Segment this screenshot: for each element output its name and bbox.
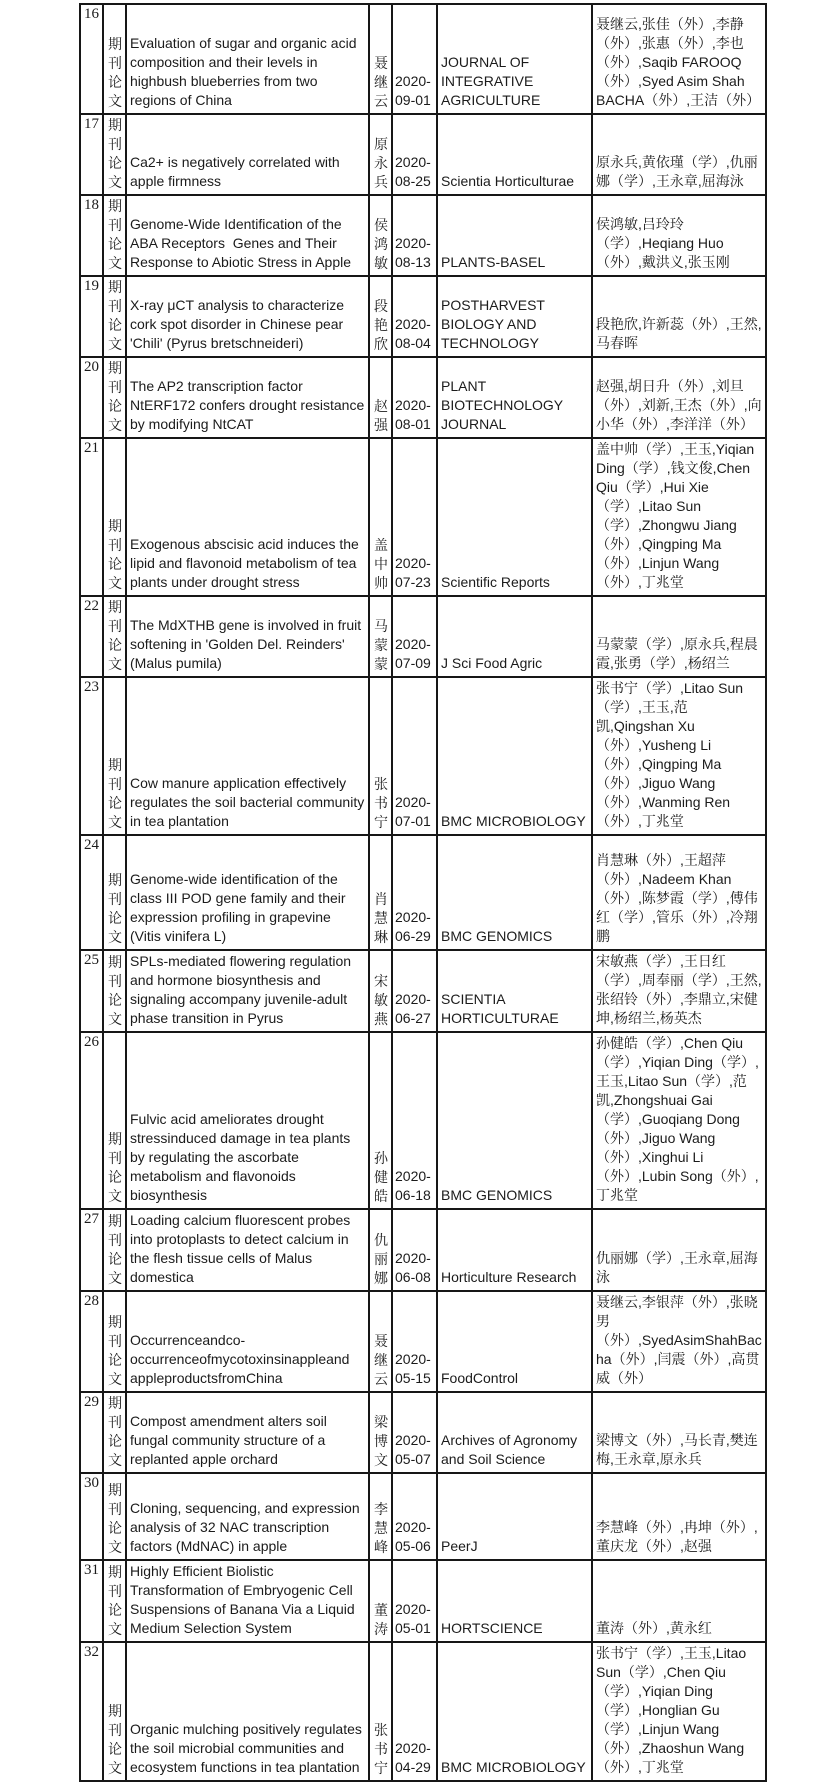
author-list-cell: 孙健皓（学）,Chen Qiu（学）,Yiqian Ding（学）,王玉,Litao Sun（学）,范凯,Zhongshuai Gai（学）,Guoqiang Dong（外）,Jiguo Wang（外）,Xinghui Li（外）,Lubin Song（外）,丁兆堂 xyxy=(592,1032,766,1209)
paper-title-cell: SPLs-mediated flowering regulation and hormone biosynthesis and signaling accompany juvenile-adult phase transition in Pyrus xyxy=(126,950,369,1032)
table-row xyxy=(80,1032,766,1209)
table-row xyxy=(80,357,766,438)
row-number-cell: 21 xyxy=(80,438,103,596)
publish-date-cell: 2020-06-18 xyxy=(392,1032,437,1209)
author-list-cell: 肖慧琳（外）,王超萍（外）,Nadeem Khan（外）,陈梦霞（学）,傅伟红（学）,管乐（外）,冷翔鹏 xyxy=(592,835,766,950)
row-number-cell: 23 xyxy=(80,677,103,835)
first-author-cell: 马蒙蒙 xyxy=(369,596,392,677)
paper-title-cell: Genome-wide identification of the class III POD gene family and their expression profiling in grapevine (Vitis vinifera L) xyxy=(126,835,369,950)
publish-date-cell: 2020-05-06 xyxy=(392,1473,437,1560)
author-list-cell: 董涛（外）,黄永红 xyxy=(592,1560,766,1642)
row-number-cell: 22 xyxy=(80,596,103,677)
author-list-cell: 梁博文（外）,马长青,樊连梅,王永章,原永兵 xyxy=(592,1392,766,1473)
first-author-cell: 梁博文 xyxy=(369,1392,392,1473)
table-row xyxy=(80,195,766,276)
journal-name-cell: JOURNAL OF INTEGRATIVE AGRICULTURE xyxy=(437,4,592,114)
row-number-cell: 16 xyxy=(80,4,103,114)
author-list-cell: 仇丽娜（学）,王永章,屈海泳 xyxy=(592,1209,766,1291)
table-body xyxy=(80,4,766,1781)
table-row xyxy=(80,1291,766,1392)
paper-title-cell: Highly Efficient Biolistic Transformation of Embryogenic Cell Suspensions of Banana Via a Liquid Medium Selection System xyxy=(126,1560,369,1642)
table-row xyxy=(80,1560,766,1642)
publish-date-cell: 2020-05-15 xyxy=(392,1291,437,1392)
publish-date-cell: 2020-06-08 xyxy=(392,1209,437,1291)
publish-date-cell: 2020-08-25 xyxy=(392,114,437,195)
publication-type-cell: 期刊论文 xyxy=(103,114,126,195)
row-number-cell: 24 xyxy=(80,835,103,950)
publish-date-cell: 2020-06-27 xyxy=(392,950,437,1032)
author-list-cell: 聂继云,李银萍（外）,张晓男（外）,SyedAsimShahBacha（外）,闫震（外）,高贯威（外） xyxy=(592,1291,766,1392)
publication-type-cell: 期刊论文 xyxy=(103,438,126,596)
paper-title-cell: Occurrenceandco-occurrenceofmycotoxinsinappleand appleproductsfromChina xyxy=(126,1291,369,1392)
publication-type-cell: 期刊论文 xyxy=(103,1392,126,1473)
publication-type-cell: 期刊论文 xyxy=(103,1209,126,1291)
row-number-cell: 25 xyxy=(80,950,103,1032)
row-number-cell: 17 xyxy=(80,114,103,195)
table-row xyxy=(80,596,766,677)
paper-title-cell: Cloning, sequencing, and expression analysis of 32 NAC transcription factors (MdNAC) in apple xyxy=(126,1473,369,1560)
row-number-cell: 18 xyxy=(80,195,103,276)
author-list-cell: 段艳欣,许新蕊（外）,王然,马春晖 xyxy=(592,276,766,357)
first-author-cell: 张书宁 xyxy=(369,1642,392,1781)
publish-date-cell: 2020-07-23 xyxy=(392,438,437,596)
paper-title-cell: Cow manure application effectively regulates the soil bacterial community in tea plantation xyxy=(126,677,369,835)
author-list-cell: 宋敏燕（学）,王日红（学）,周奉丽（学）,王然,张绍铃（外）,李鼎立,宋健坤,杨绍兰,杨英杰 xyxy=(592,950,766,1032)
first-author-cell: 段艳欣 xyxy=(369,276,392,357)
table-row xyxy=(80,1642,766,1781)
author-list-cell: 盖中帅（学）,王玉,Yiqian Ding（学）,钱文俊,Chen Qiu（学）,Hui Xie（学）,Litao Sun（学）,Zhongwu Jiang（外）,Qingping Ma（外）,Linjun Wang（外）,丁兆堂 xyxy=(592,438,766,596)
publish-date-cell: 2020-07-09 xyxy=(392,596,437,677)
author-list-cell: 聂继云,张佳（外）,李静（外）,张惠（外）,李也（外）,Saqib FAROOQ（外）,Syed Asim Shah BACHA（外）,王洁（外） xyxy=(592,4,766,114)
first-author-cell: 仇丽娜 xyxy=(369,1209,392,1291)
first-author-cell: 李慧峰 xyxy=(369,1473,392,1560)
first-author-cell: 侯鸿敏 xyxy=(369,195,392,276)
publication-type-cell: 期刊论文 xyxy=(103,950,126,1032)
table-row xyxy=(80,1473,766,1560)
table-row xyxy=(80,438,766,596)
table-row xyxy=(80,677,766,835)
publish-date-cell: 2020-09-01 xyxy=(392,4,437,114)
paper-title-cell: Ca2+ is negatively correlated with apple firmness xyxy=(126,114,369,195)
author-list-cell: 李慧峰（外）,冉坤（外）,董庆龙（外）,赵强 xyxy=(592,1473,766,1560)
journal-name-cell: BMC MICROBIOLOGY xyxy=(437,677,592,835)
author-list-cell: 张书宁（学）,王玉,Litao Sun（学）,Chen Qiu（学）,Yiqian Ding（学）,Honglian Gu（学）,Linjun Wang（外）,Zhaoshun Wang（外）,丁兆堂 xyxy=(592,1642,766,1781)
publish-date-cell: 2020-05-07 xyxy=(392,1392,437,1473)
publication-type-cell: 期刊论文 xyxy=(103,4,126,114)
paper-title-cell: X-ray μCT analysis to characterize cork spot disorder in Chinese pear 'Chili' (Pyrus bretschneideri) xyxy=(126,276,369,357)
paper-title-cell: The MdXTHB gene is involved in fruit softening in 'Golden Del. Reinders' (Malus pumila) xyxy=(126,596,369,677)
journal-name-cell: Archives of Agronomy and Soil Science xyxy=(437,1392,592,1473)
journal-name-cell: J Sci Food Agric xyxy=(437,596,592,677)
table-row xyxy=(80,1392,766,1473)
paper-title-cell: Organic mulching positively regulates the soil microbial communities and ecosystem functions in tea plantation xyxy=(126,1642,369,1781)
publish-date-cell: 2020-05-01 xyxy=(392,1560,437,1642)
publication-type-cell: 期刊论文 xyxy=(103,1560,126,1642)
publication-type-cell: 期刊论文 xyxy=(103,357,126,438)
row-number-cell: 19 xyxy=(80,276,103,357)
publish-date-cell: 2020-06-29 xyxy=(392,835,437,950)
first-author-cell: 孙健皓 xyxy=(369,1032,392,1209)
first-author-cell: 董涛 xyxy=(369,1560,392,1642)
journal-name-cell: BMC GENOMICS xyxy=(437,1032,592,1209)
journal-name-cell: PLANT BIOTECHNOLOGY JOURNAL xyxy=(437,357,592,438)
first-author-cell: 原永兵 xyxy=(369,114,392,195)
row-number-cell: 26 xyxy=(80,1032,103,1209)
row-number-cell: 31 xyxy=(80,1560,103,1642)
paper-title-cell: Genome-Wide Identification of the ABA Receptors Genes and Their Response to Abiotic Stress in Apple xyxy=(126,195,369,276)
author-list-cell: 张书宁（学）,Litao Sun（学）,王玉,范凯,Qingshan Xu（外）,Yusheng Li（外）,Qingping Ma（外）,Jiguo Wang（外）,Wanming Ren（外）,丁兆堂 xyxy=(592,677,766,835)
paper-title-cell: Loading calcium fluorescent probes into protoplasts to detect calcium in the flesh tissue cells of Malus domestica xyxy=(126,1209,369,1291)
publish-date-cell: 2020-04-29 xyxy=(392,1642,437,1781)
publication-type-cell: 期刊论文 xyxy=(103,1642,126,1781)
row-number-cell: 28 xyxy=(80,1291,103,1392)
row-number-cell: 27 xyxy=(80,1209,103,1291)
publication-type-cell: 期刊论文 xyxy=(103,596,126,677)
first-author-cell: 肖慧琳 xyxy=(369,835,392,950)
first-author-cell: 聂继云 xyxy=(369,4,392,114)
publish-date-cell: 2020-07-01 xyxy=(392,677,437,835)
publication-type-cell: 期刊论文 xyxy=(103,1473,126,1560)
first-author-cell: 张书宁 xyxy=(369,677,392,835)
publication-type-cell: 期刊论文 xyxy=(103,835,126,950)
publish-date-cell: 2020-08-01 xyxy=(392,357,437,438)
journal-name-cell: PLANTS-BASEL xyxy=(437,195,592,276)
journal-name-cell: FoodControl xyxy=(437,1291,592,1392)
publications-table xyxy=(79,3,767,1782)
paper-title-cell: Compost amendment alters soil fungal community structure of a replanted apple orchard xyxy=(126,1392,369,1473)
journal-name-cell: HORTSCIENCE xyxy=(437,1560,592,1642)
journal-name-cell: BMC MICROBIOLOGY xyxy=(437,1642,592,1781)
author-list-cell: 赵强,胡日升（外）,刘旦（外）,刘新,王杰（外）,向小华（外）,李洋洋（外） xyxy=(592,357,766,438)
row-number-cell: 20 xyxy=(80,357,103,438)
table-row xyxy=(80,114,766,195)
publication-type-cell: 期刊论文 xyxy=(103,677,126,835)
publication-type-cell: 期刊论文 xyxy=(103,1291,126,1392)
paper-title-cell: The AP2 transcription factor NtERF172 confers drought resistance by modifying NtCAT xyxy=(126,357,369,438)
journal-name-cell: PeerJ xyxy=(437,1473,592,1560)
table-row xyxy=(80,1209,766,1291)
first-author-cell: 赵强 xyxy=(369,357,392,438)
paper-title-cell: Exogenous abscisic acid induces the lipid and flavonoid metabolism of tea plants under drought stress xyxy=(126,438,369,596)
publication-type-cell: 期刊论文 xyxy=(103,195,126,276)
table-row xyxy=(80,276,766,357)
journal-name-cell: BMC GENOMICS xyxy=(437,835,592,950)
row-number-cell: 29 xyxy=(80,1392,103,1473)
paper-title-cell: Fulvic acid ameliorates drought stressinduced damage in tea plants by regulating the ascorbate metabolism and flavonoids biosynthesis xyxy=(126,1032,369,1209)
table-row xyxy=(80,835,766,950)
publication-type-cell: 期刊论文 xyxy=(103,1032,126,1209)
table-row xyxy=(80,950,766,1032)
publish-date-cell: 2020-08-13 xyxy=(392,195,437,276)
row-number-cell: 32 xyxy=(80,1642,103,1781)
row-number-cell: 30 xyxy=(80,1473,103,1560)
journal-name-cell: SCIENTIA HORTICULTURAE xyxy=(437,950,592,1032)
publication-type-cell: 期刊论文 xyxy=(103,276,126,357)
journal-name-cell: Horticulture Research xyxy=(437,1209,592,1291)
paper-title-cell: Evaluation of sugar and organic acid composition and their levels in highbush blueberries from two regions of China xyxy=(126,4,369,114)
author-list-cell: 马蒙蒙（学）,原永兵,程晨霞,张勇（学）,杨绍兰 xyxy=(592,596,766,677)
journal-name-cell: POSTHARVEST BIOLOGY AND TECHNOLOGY xyxy=(437,276,592,357)
journal-name-cell: Scientific Reports xyxy=(437,438,592,596)
first-author-cell: 宋敏燕 xyxy=(369,950,392,1032)
journal-name-cell: Scientia Horticulturae xyxy=(437,114,592,195)
publish-date-cell: 2020-08-04 xyxy=(392,276,437,357)
author-list-cell: 侯鸿敏,吕玲玲（学）,Heqiang Huo（外）,戴洪义,张玉刚 xyxy=(592,195,766,276)
table-row xyxy=(80,4,766,114)
first-author-cell: 盖中帅 xyxy=(369,438,392,596)
author-list-cell: 原永兵,黄依瑾（学）,仇丽娜（学）,王永章,屈海泳 xyxy=(592,114,766,195)
first-author-cell: 聂继云 xyxy=(369,1291,392,1392)
